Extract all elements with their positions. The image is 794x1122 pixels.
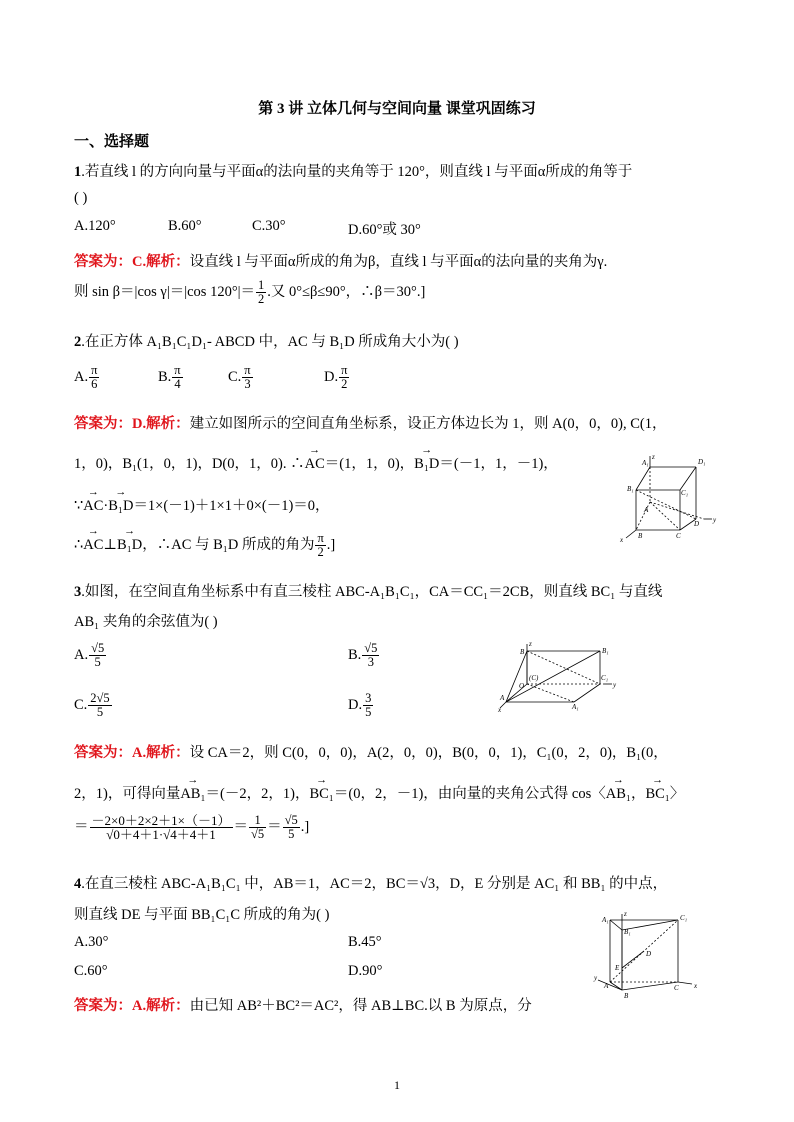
fig2-label-z: z [652, 453, 655, 461]
fig3-label-a: A [500, 694, 505, 702]
q3-answer-line2: 2，1)，可得向量→ AB₁＝(－2，2，1)，→ BC₁＝(0，2，－1)，由向量的夹角公式得 cos〈→ AB₁，→ BC₁〉 [74, 782, 684, 803]
q2-option-c: C. $\frac{\pi}{3}$ [228, 363, 251, 391]
q3-prism-figure [492, 636, 622, 712]
page-title: 第 3 讲 立体几何与空间向量 课堂巩固练习 [258, 101, 536, 117]
fig2-label-x: x [620, 536, 624, 544]
q2-option-a: A. $\frac{\pi}{6}$ [74, 363, 98, 391]
fig3-label-b1: B₁ [602, 647, 609, 655]
q1-stem: 1.若直线 l 的方向向量与平面α的法向量的夹角等于 120°，则直线 l 与平面α所成的角等于 [74, 164, 633, 180]
q1-option-d: D.60°或 30° [348, 222, 421, 238]
fig4-label-x: x [694, 982, 698, 990]
fig3-label-c1: C₁ [601, 674, 609, 682]
fig3-label-o: O [519, 682, 525, 690]
q3-answer-line3: ＝ $\frac{-2\times 0+2\times 2+1\times(-1)}{√0+4+1\cdot√4+4+1}$ ＝ $\frac{1}{√5}$ ＝ $\frac{√5}{5}$ .] [74, 813, 310, 842]
section-heading: 一、选择题 [74, 134, 150, 150]
q2-stem: 2.在正方体 A₁B₁C₁D₁- ABCD 中，AC 与 B₁D 所成角大小为( ) [74, 334, 459, 350]
fig3-label-a1: A₁ [572, 703, 579, 711]
page-number: 1 [394, 1078, 400, 1092]
q1-option-b: B.60° [168, 218, 202, 234]
fig2-label-d: D [694, 520, 700, 528]
fig3-label-y: y [613, 681, 617, 689]
q4-option-b: B.45° [348, 934, 382, 950]
q2-answer-line2: 1，0)，B₁(1，0，1)，D(0，1，0). ∴→ AC＝(1，1，0)，→ B₁D＝(－1，1，－1)， [74, 452, 558, 473]
q4-stem: 4.在直三棱柱 ABC-A₁B₁C₁ 中，AB＝1，AC＝2，BC＝√3，D，E 分别是 AC₁ 和 BB₁ 的中点， [74, 876, 668, 892]
fig2-label-y: y [713, 516, 717, 524]
q1-stem-bracket: ( ) [74, 190, 88, 206]
q1-answer-cont: 则 sin β＝|cos γ|＝|cos 120°|＝ $\frac{1}{2}$ .又 0°≤β≤90°，∴β＝30°.] [74, 278, 426, 306]
fig4-label-z: z [624, 910, 627, 918]
fig4-label-e: E [615, 964, 620, 972]
fig4-label-a1: A₁ [602, 916, 609, 924]
q4-option-d: D.90° [348, 963, 383, 979]
q3-stem-cont: AB₁ 夹角的余弦值为( ) [74, 614, 218, 630]
fig4-label-d: D [646, 950, 652, 958]
fig4-label-c1: C₁ [680, 914, 688, 922]
q3-answer: 答案为：A.解析：设 CA＝2，则 C(0，0，0)，A(2，0，0)，B(0，0，1)，C₁(0，2，0)，B₁(0， [74, 745, 668, 761]
q3-option-b: B. $\frac{√5}{3}$ [348, 641, 378, 669]
fig4-label-a: A [604, 982, 609, 990]
fig2-label-b1: B₁ [627, 485, 634, 493]
q2-option-d: D. $\frac{\pi}{2}$ [324, 363, 348, 391]
fig2-label-c1: C₁ [681, 489, 689, 497]
fig2-label-d1: D₁ [698, 458, 706, 466]
fig3-label-x: x [498, 706, 502, 712]
fig3-label-z: z [529, 640, 532, 648]
q3-option-c: C. $\frac{2√5}{5}$ [74, 691, 110, 719]
q2-answer: 答案为：D.解析：建立如图所示的空间直角坐标系，设正方体边长为 1，则 A(0，0，0), C(1， [74, 416, 667, 432]
fig2-label-a1: A₁ [642, 459, 649, 467]
q4-prism-figure [592, 908, 704, 1004]
q3-option-d: D. $\frac{3}{5}$ [348, 691, 372, 719]
fig2-label-c: C [676, 532, 681, 540]
fig2-label-a: A [644, 506, 649, 514]
q2-answer-line3: ∵→ AC·→ B₁D＝1×(－1)＋1×1＋0×(－1)＝0， [74, 494, 330, 515]
fig4-label-c: C [674, 984, 679, 992]
q1-answer: 答案为：C.解析：设直线 l 与平面α所成的角为β，直线 l 与平面α的法向量的夹角为γ. [74, 254, 608, 270]
q4-stem-cont: 则直线 DE 与平面 BB₁C₁C 所成的角为( ) [74, 907, 330, 923]
fig3-label-b: B [520, 648, 525, 656]
q3-stem: 3.如图，在空间直角坐标系中有直三棱柱 ABC-A₁B₁C₁，CA＝CC₁＝2CB，则直线 BC₁ 与直线 [74, 584, 663, 600]
q1-option-a: A.120° [74, 218, 116, 234]
q3-option-a: A. $\frac{√5}{5}$ [74, 641, 105, 669]
q1-option-c: C.30° [252, 218, 286, 234]
q2-option-b: B. $\frac{\pi}{4}$ [158, 363, 181, 391]
q2-answer-line4: ∴→ AC⊥→ B₁D，∴AC 与 B₁D 所成的角为 $\frac{\pi}{2}$ .] [74, 532, 335, 559]
q4-option-c: C.60° [74, 963, 108, 979]
q4-answer: 答案为：A.解析：由已知 AB²＋BC²＝AC²，得 AB⊥BC.以 B 为原点，分 [74, 998, 532, 1014]
fig4-label-b1: B₁ [624, 928, 631, 936]
q2-cube-figure [618, 452, 722, 544]
fig4-label-y: y [594, 974, 598, 982]
fig4-label-b: B [624, 992, 629, 1000]
q4-option-a: A.30° [74, 934, 109, 950]
fig3-label-c: (C) [529, 674, 539, 682]
fig2-label-b: B [638, 532, 643, 540]
